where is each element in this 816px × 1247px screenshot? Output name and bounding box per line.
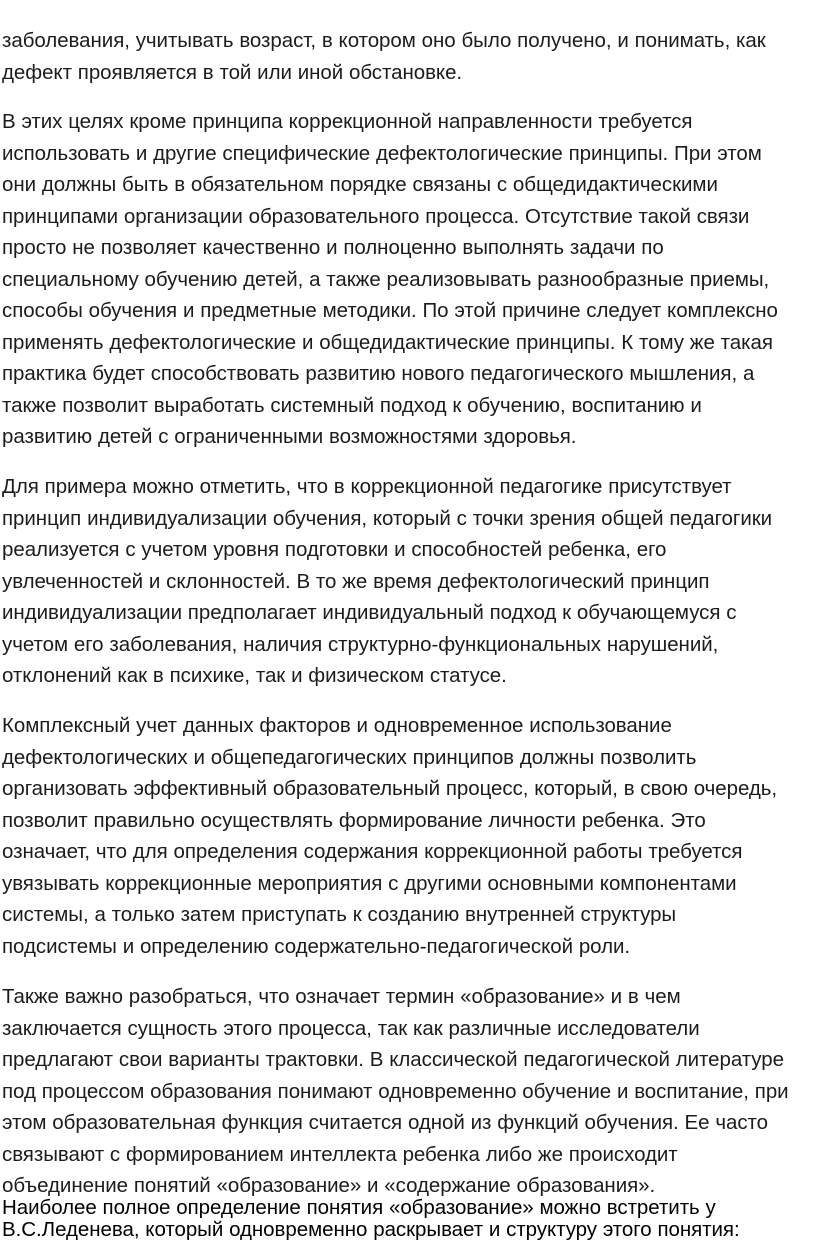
text-line: просто не позволяет качественно и полноценно выполнять задачи по (2, 236, 664, 259)
paragraph-1 (2, 25, 814, 88)
text-line: использовать и другие специфические дефектологические принципы. При этом (2, 141, 762, 165)
text-line: объединение понятий «образование» и «содержание образования». (2, 1174, 656, 1197)
text-line: Комплексный учет данных факторов и одновременное использование (2, 714, 672, 737)
text-line: Также важно разобраться, что означает термин «образование» и в чем (2, 985, 681, 1008)
text-line: подсистемы и определению содержательно-педагогической роли. (2, 934, 631, 958)
text-line: системы, а только затем приступать к созданию внутренней структуры (2, 903, 677, 926)
text-line: реализуется с учетом уровня подготовки и способностей ребенка, его (2, 538, 667, 561)
text-line: связывают с формированием интеллекта ребенка либо же происходит (2, 1142, 678, 1166)
text-line: Наиболее полное определение понятия «образование» можно встретить у (2, 1196, 716, 1219)
text-line: учетом его заболевания, наличия структурно-функциональных нарушений, (2, 632, 719, 656)
paragraph-3 (2, 471, 814, 692)
text-line: позволит правильно осуществлять формирование личности ребенка. Это (2, 808, 706, 832)
text-line: увлеченностей и склонностей. В то же время дефектологический принцип (2, 569, 710, 593)
text-line: способы обучения и предметные методики. По этой причине следует комплексно (2, 299, 778, 322)
text-line: заболевания, учитывать возраст, в котором оно было получено, и понимать, как (2, 29, 766, 52)
text-line: В этих целях кроме принципа коррекционной направленности требуется (2, 110, 693, 133)
text-line: отклонений как в психике, так и физическом статусе. (2, 664, 507, 687)
text-line: развитию детей с ограниченными возможностями здоровья. (2, 425, 577, 448)
text-line: принципами организации образовательного процесса. Отсутствие такой связи (2, 204, 750, 228)
text-line: под процессом образования понимают одновременно обучение и воспитание, при (2, 1079, 789, 1103)
text-line: Для примера можно отметить, что в коррекционной педагогике присутствует (2, 475, 732, 498)
text-line: организовать эффективный образовательный процесс, который, в свою очередь, (2, 777, 778, 800)
paragraph-5 (2, 981, 814, 1202)
text-line: увязывать коррекционные мероприятия с другими основными компонентами (2, 871, 737, 895)
text-line: специальному обучению детей, а также реализовывать разнообразные приемы, (2, 267, 770, 291)
text-line: применять дефектологические и общедидактические принципы. К тому же такая (2, 330, 773, 354)
text-line: дефект проявляется в той или иной обстановке. (2, 60, 463, 84)
text-line: дефектологических и общепедагогических принципов должны позволить (2, 745, 697, 769)
paragraph-2 (2, 106, 814, 453)
paragraph-4 (2, 710, 814, 962)
text-line: предлагают свои варианты трактовки. В классической педагогической литературе (2, 1048, 784, 1071)
text-line: В.С.Леденева, который одновременно раскрывает и структуру этого понятия: (2, 1218, 740, 1241)
text-line: принцип индивидуализации обучения, который с точки зрения общей педагогики (2, 506, 773, 530)
text-line: индивидуализации предполагает индивидуальный подход к обучающемуся с (2, 601, 737, 624)
text-line: практика будет способствовать развитию нового педагогического мышления, а (2, 362, 755, 385)
text-line: они должны быть в обязательном порядке связаны с общедидактическими (2, 173, 718, 196)
text-line: заключается сущность этого процесса, так как различные исследователи (2, 1016, 700, 1040)
text-line: означает, что для определения содержания коррекционной работы требуется (2, 840, 743, 863)
text-line: также позволит выработать системный подход к обучению, воспитанию и (2, 393, 702, 417)
paragraph-6 (2, 1197, 814, 1241)
text-line: этом образовательная функция считается одной из функций обучения. Ее часто (2, 1111, 768, 1134)
